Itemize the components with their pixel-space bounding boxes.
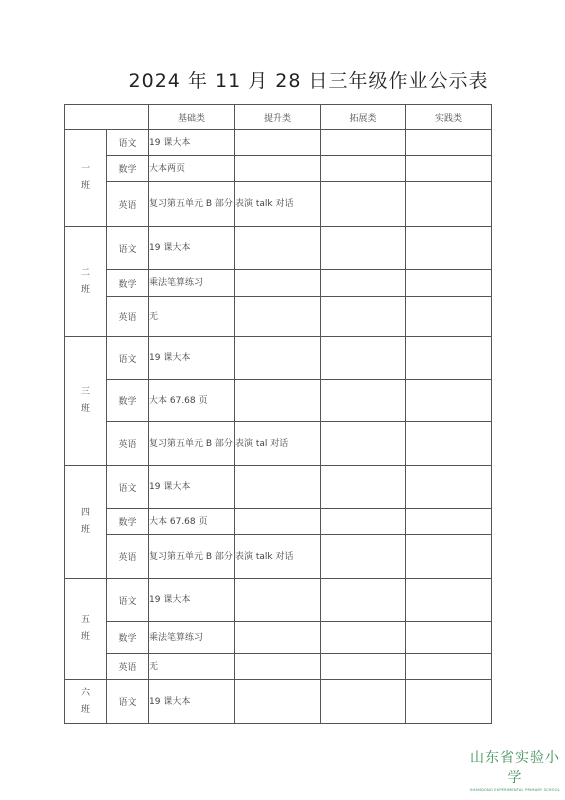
practice-cell [406,227,492,270]
header-improve: 提升类 [235,105,321,130]
basic-cell: 复习第五单元 B 部分 [149,535,235,579]
table-row [65,654,492,680]
basic-cell: 复习第五单元 B 部分 [149,182,235,227]
practice-cell [406,297,492,337]
class-label: 五 班 [65,579,107,680]
extend-cell [321,579,406,622]
subject-cell: 英语 [107,182,149,227]
homework-table [64,104,492,724]
class-label: 六 班 [65,680,107,724]
subject-cell: 数学 [107,509,149,535]
header-row [65,105,492,130]
table-row [65,156,492,182]
extend-cell [321,380,406,422]
subject-cell: 数学 [107,622,149,654]
improve-cell: 表演 talk 对话 [235,535,321,579]
extend-cell [321,466,406,509]
subject-cell: 英语 [107,297,149,337]
header-extend: 拓展类 [321,105,406,130]
table-row [65,535,492,579]
basic-cell: 无 [149,297,235,337]
practice-cell [406,509,492,535]
practice-cell [406,680,492,724]
extend-cell [321,130,406,156]
improve-cell [235,380,321,422]
table-row [65,270,492,297]
basic-cell: 19 课大本 [149,130,235,156]
class-label: 一 班 [65,130,107,227]
subject-cell: 语文 [107,680,149,724]
extend-cell [321,422,406,466]
basic-cell: 乘法笔算练习 [149,622,235,654]
table-row [65,130,492,156]
header-basic: 基础类 [149,105,235,130]
practice-cell [406,579,492,622]
table-row [65,227,492,270]
improve-cell [235,227,321,270]
practice-cell [406,380,492,422]
table-row [65,579,492,622]
extend-cell [321,156,406,182]
practice-cell [406,622,492,654]
extend-cell [321,509,406,535]
subject-cell: 语文 [107,579,149,622]
basic-cell: 无 [149,654,235,680]
school-logo-name: 山东省实验小学 [470,750,560,786]
improve-cell [235,270,321,297]
extend-cell [321,654,406,680]
practice-cell [406,422,492,466]
subject-cell: 数学 [107,156,149,182]
improve-cell [235,622,321,654]
basic-cell: 19 课大本 [149,680,235,724]
practice-cell [406,130,492,156]
basic-cell: 乘法笔算练习 [149,270,235,297]
table-row [65,182,492,227]
improve-cell: 表演 tal 对话 [235,422,321,466]
practice-cell [406,535,492,579]
table-row [65,622,492,654]
improve-cell [235,680,321,724]
improve-cell [235,466,321,509]
extend-cell [321,270,406,297]
improve-cell [235,156,321,182]
table-row [65,337,492,380]
subject-cell: 数学 [107,380,149,422]
page-title: 2024 年 11 月 28 日三年级作业公示表 [128,70,489,92]
practice-cell [406,466,492,509]
school-logo-subtitle: SHANDONG EXPERIMENTAL PRIMARY SCHOOL [470,788,560,792]
practice-cell [406,182,492,227]
practice-cell [406,270,492,297]
practice-cell [406,156,492,182]
subject-cell: 语文 [107,337,149,380]
improve-cell [235,509,321,535]
basic-cell: 19 课大本 [149,337,235,380]
header-practice: 实践类 [406,105,492,130]
table-row [65,422,492,466]
class-label: 三 班 [65,337,107,466]
basic-cell: 复习第五单元 B 部分 [149,422,235,466]
header-corner-cell [65,105,149,130]
table-row [65,466,492,509]
table-row [65,297,492,337]
improve-cell [235,297,321,337]
extend-cell [321,680,406,724]
basic-cell: 大本 67.68 页 [149,509,235,535]
improve-cell [235,654,321,680]
class-label: 四 班 [65,466,107,579]
subject-cell: 语文 [107,466,149,509]
improve-cell: 表演 talk 对话 [235,182,321,227]
extend-cell [321,227,406,270]
table-row [65,380,492,422]
subject-cell: 数学 [107,270,149,297]
subject-cell: 语文 [107,227,149,270]
practice-cell [406,654,492,680]
extend-cell [321,337,406,380]
subject-cell: 英语 [107,535,149,579]
basic-cell: 19 课大本 [149,466,235,509]
basic-cell: 大本 67.68 页 [149,380,235,422]
school-logo [470,747,560,792]
improve-cell [235,579,321,622]
extend-cell [321,622,406,654]
table-row [65,680,492,724]
basic-cell: 19 课大本 [149,227,235,270]
class-label: 二 班 [65,227,107,337]
extend-cell [321,182,406,227]
basic-cell: 大本两页 [149,156,235,182]
subject-cell: 语文 [107,130,149,156]
improve-cell [235,130,321,156]
subject-cell: 英语 [107,654,149,680]
subject-cell: 英语 [107,422,149,466]
basic-cell: 19 课大本 [149,579,235,622]
practice-cell [406,337,492,380]
extend-cell [321,297,406,337]
improve-cell [235,337,321,380]
extend-cell [321,535,406,579]
table-row [65,509,492,535]
